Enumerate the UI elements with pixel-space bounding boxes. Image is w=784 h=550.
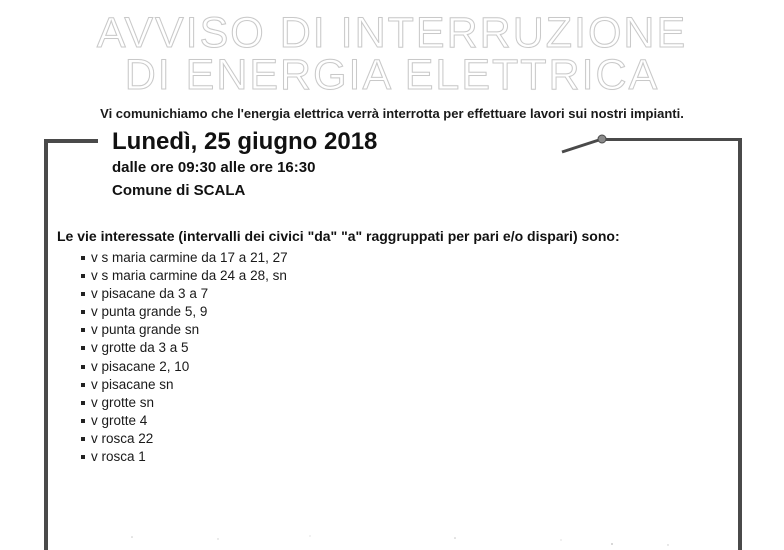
scan-speck	[217, 538, 218, 539]
list-item	[80, 267, 288, 285]
bullet-icon	[81, 365, 85, 369]
street-name: v s maria carmine da 17 a 21, 27	[91, 250, 288, 265]
bullet-icon	[81, 437, 85, 441]
scan-speck	[131, 536, 133, 538]
frame-border-top-right	[602, 138, 742, 141]
street-name: v rosca 22	[91, 430, 154, 446]
street-name: v grotte sn	[91, 394, 155, 410]
street-name: v rosca 1	[91, 449, 146, 465]
street-name: v pisacane 2, 10	[91, 358, 190, 374]
street-name: v grotte da 3 a 5	[91, 340, 189, 356]
notice-title-line-1: AVVISO DI INTERRUZIONE	[96, 9, 688, 57]
bullet-icon	[81, 292, 85, 296]
bullet-icon	[81, 328, 85, 332]
intro-text: Vi comunichiamo che l'energia elettrica verrà interrotta per effettuare lavori sui nostri impianti.	[100, 106, 684, 121]
street-name: v pisacane da 3 a 7	[91, 286, 209, 302]
list-item	[80, 303, 288, 321]
bullet-icon	[81, 256, 85, 260]
scan-speck	[560, 539, 561, 540]
street-name: v pisacane sn	[91, 376, 174, 392]
bullet-icon	[81, 455, 85, 459]
frame-diagonal-stroke	[562, 139, 602, 152]
bullet-icon	[81, 346, 85, 350]
list-item	[80, 285, 288, 303]
list-item	[80, 321, 288, 339]
scan-speck	[611, 543, 613, 545]
bullet-icon	[81, 383, 85, 387]
list-item	[80, 448, 288, 466]
streets-heading: Le vie interessate (intervalli dei civici "da" "a" raggruppati per pari e/o dispari) sono:	[57, 228, 620, 244]
list-item	[80, 430, 288, 448]
street-name: v punta grande sn	[91, 322, 200, 338]
frame-border-left	[44, 140, 48, 550]
outage-date: Lunedì, 25 giugno 2018	[112, 128, 378, 155]
notice-title-line-2: DI ENERGIA ELETTRICA	[124, 51, 660, 99]
scan-speck	[454, 537, 456, 539]
list-item	[80, 394, 288, 412]
bullet-icon	[81, 310, 85, 314]
street-list	[80, 249, 288, 466]
outage-comune: Comune di SCALA	[112, 182, 246, 199]
scan-speck	[309, 535, 310, 536]
scan-speck	[667, 544, 668, 545]
outage-hours: dalle ore 09:30 alle ore 16:30	[112, 159, 316, 176]
list-item	[80, 249, 288, 267]
frame-border-right	[738, 138, 742, 550]
street-name: v grotte 4	[91, 412, 148, 428]
bullet-icon	[81, 274, 85, 278]
list-item	[80, 339, 288, 357]
bullet-icon	[81, 419, 85, 423]
list-item	[80, 376, 288, 394]
street-name: v s maria carmine da 24 a 28, sn	[91, 268, 287, 284]
frame-border-top-left	[44, 139, 98, 143]
bullet-icon	[81, 401, 85, 405]
list-item	[80, 412, 288, 430]
list-item	[80, 358, 288, 376]
street-name: v punta grande 5, 9	[91, 304, 208, 320]
